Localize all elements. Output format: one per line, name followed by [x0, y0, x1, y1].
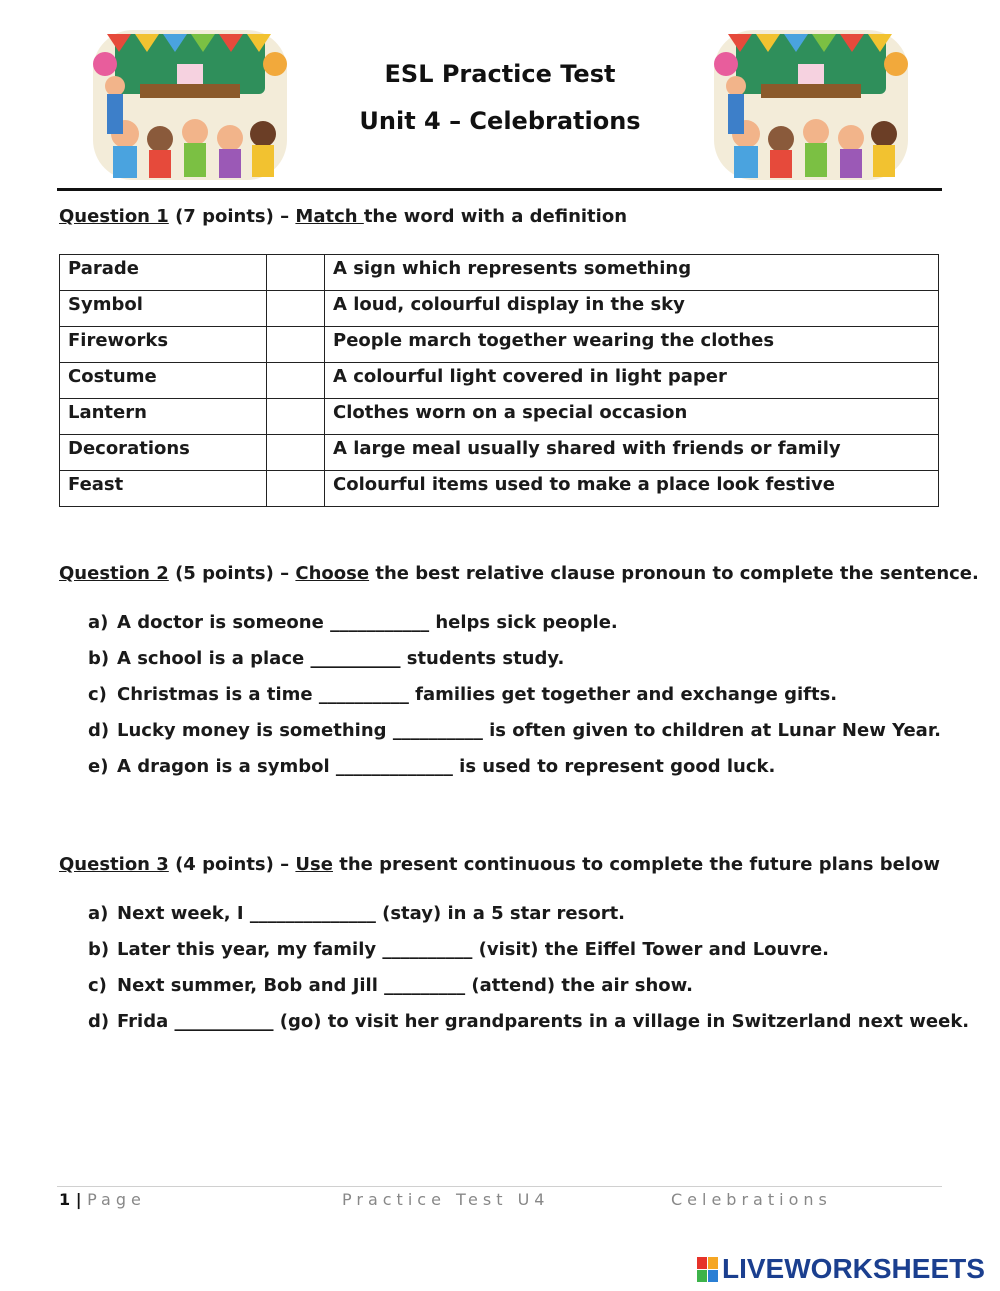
- liveworksheets-logo-text: LIVEWORKSHEETS: [722, 1253, 985, 1284]
- word-cell: Symbol: [60, 291, 267, 327]
- question-2-instruction: the best relative clause pronoun to complete the sentence.: [369, 563, 979, 584]
- liveworksheets-logo-icon: [697, 1257, 719, 1283]
- word-cell: Feast: [60, 471, 267, 507]
- item-letter: a): [88, 903, 109, 924]
- answer-cell[interactable]: [267, 471, 325, 507]
- question-2-heading: [59, 563, 979, 584]
- item-text: Later this year, my family __________ (visit) the Eiffel Tower and Louvre.: [117, 939, 830, 960]
- page-number: [59, 1190, 146, 1209]
- page-sep: |: [70, 1190, 88, 1209]
- item-text: Lucky money is something __________ is often given to children at Lunar New Year.: [117, 720, 941, 741]
- list-item: [88, 1011, 969, 1032]
- list-item: [88, 939, 829, 960]
- list-item: [88, 684, 837, 705]
- definition-cell: Colourful items used to make a place look festive: [325, 471, 939, 507]
- item-text: Christmas is a time __________ families get together and exchange gifts.: [117, 684, 838, 705]
- item-letter: b): [88, 648, 110, 669]
- answer-cell[interactable]: [267, 435, 325, 471]
- question-3-heading: [59, 854, 940, 875]
- list-item: [88, 612, 618, 633]
- footer-unit-name: Celebrations: [671, 1190, 832, 1209]
- answer-cell[interactable]: [267, 255, 325, 291]
- question-3-label: Question 3: [59, 854, 169, 875]
- word-cell: Parade: [60, 255, 267, 291]
- question-2-label: Question 2: [59, 563, 169, 584]
- question-3-verb: Use: [295, 854, 333, 875]
- answer-cell[interactable]: [267, 399, 325, 435]
- page-word: Page: [87, 1190, 146, 1209]
- list-item: [88, 648, 564, 669]
- table-row: [60, 291, 939, 327]
- question-1-heading: [59, 206, 627, 227]
- item-letter: d): [88, 1011, 110, 1032]
- definition-cell: A sign which represents something: [325, 255, 939, 291]
- match-table: [59, 254, 939, 507]
- definition-cell: A colourful light covered in light paper: [325, 363, 939, 399]
- item-letter: c): [88, 684, 107, 705]
- item-letter: c): [88, 975, 107, 996]
- definition-cell: People march together wearing the clothes: [325, 327, 939, 363]
- item-text: Next week, I ______________ (stay) in a 5 star resort.: [117, 903, 626, 924]
- page-num: 1: [59, 1190, 71, 1209]
- footer-test-name: Practice Test U4: [342, 1190, 550, 1209]
- question-1-verb: Match: [295, 206, 364, 227]
- question-1-points: (7 points) –: [168, 206, 296, 227]
- list-item: [88, 903, 625, 924]
- definition-cell: A large meal usually shared with friends or family: [325, 435, 939, 471]
- table-row: [60, 255, 939, 291]
- definition-cell: Clothes worn on a special occasion: [325, 399, 939, 435]
- item-text: Frida ___________ (go) to visit her grandparents in a village in Switzerland next week.: [117, 1011, 970, 1032]
- word-cell: Decorations: [60, 435, 267, 471]
- question-1-instruction: the word with a definition: [363, 206, 628, 227]
- item-text: A school is a place __________ students study.: [117, 648, 565, 669]
- question-2-verb: Choose: [295, 563, 370, 584]
- table-row: [60, 471, 939, 507]
- answer-cell[interactable]: [267, 363, 325, 399]
- question-3-instruction: the present continuous to complete the future plans below: [332, 854, 941, 875]
- item-letter: b): [88, 939, 110, 960]
- item-text: A dragon is a symbol _____________ is used to represent good luck.: [117, 756, 776, 777]
- table-row: [60, 327, 939, 363]
- answer-cell[interactable]: [267, 291, 325, 327]
- question-3-points: (4 points) –: [168, 854, 296, 875]
- table-row: [60, 363, 939, 399]
- list-item: [88, 756, 775, 777]
- table-row: [60, 435, 939, 471]
- list-item: [88, 975, 693, 996]
- item-letter: e): [88, 756, 109, 777]
- item-text: A doctor is someone ___________ helps sick people.: [117, 612, 618, 633]
- header-divider: [57, 188, 942, 191]
- word-cell: Costume: [60, 363, 267, 399]
- party-illustration-right: [706, 24, 916, 186]
- definition-cell: A loud, colourful display in the sky: [325, 291, 939, 327]
- item-text: Next summer, Bob and Jill _________ (attend) the air show.: [117, 975, 693, 996]
- table-row: [60, 399, 939, 435]
- page-subtitle: Unit 4 – Celebrations: [359, 107, 641, 135]
- question-2-points: (5 points) –: [168, 563, 296, 584]
- word-cell: Lantern: [60, 399, 267, 435]
- page-title: ESL Practice Test: [384, 60, 616, 88]
- party-illustration-left: [85, 24, 295, 186]
- item-letter: a): [88, 612, 109, 633]
- word-cell: Fireworks: [60, 327, 267, 363]
- question-1-label: Question 1: [59, 206, 169, 227]
- list-item: [88, 720, 941, 741]
- item-letter: d): [88, 720, 110, 741]
- footer-divider: [57, 1186, 942, 1187]
- answer-cell[interactable]: [267, 327, 325, 363]
